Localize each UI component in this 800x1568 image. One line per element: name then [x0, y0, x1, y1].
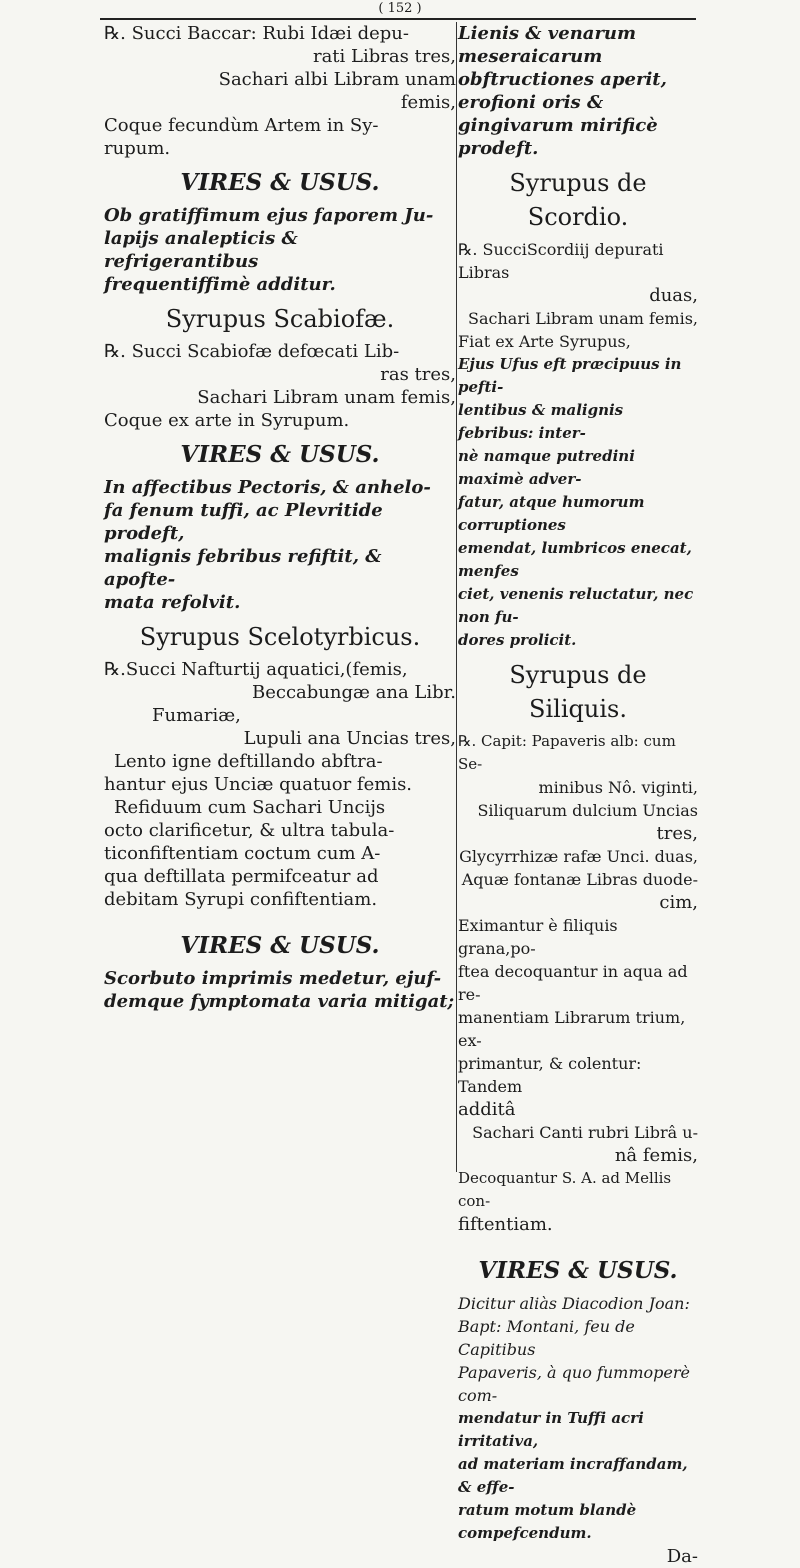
usage-line: Lienis & venarum meseraicarum — [458, 23, 637, 67]
recipe-line: ticonfiftentiam coctum cum A- — [104, 843, 381, 864]
recipe-line: additâ — [458, 1099, 516, 1120]
header-rule — [100, 18, 696, 20]
section-heading-syrup: Syrupus Scelotyrbicus. — [139, 623, 421, 651]
usage-line: In affectibus Pectoris, & anhelo- — [104, 477, 431, 498]
recipe-line: ℞. Succi Scabiofæ defœcati Lib- — [104, 341, 400, 362]
usage-line: nè namque putredini maximè adver- — [458, 447, 635, 488]
recipe-line: ras tres, — [380, 364, 456, 385]
usage-line: demque fymptomata varia mitigat; — [104, 991, 455, 1012]
section-heading-vires: VIRES & USUS. — [180, 169, 380, 196]
recipe-line: Sachari Canti rubri Librâ u- — [472, 1123, 698, 1142]
recipe-line: femis, — [400, 92, 456, 113]
usage-line: gingivarum mirificè prodeft. — [458, 115, 658, 159]
recipe-line: debitam Syrupi confiftentiam. — [104, 889, 378, 910]
recipe-line: Coque ex arte in Syrupum. — [104, 410, 350, 431]
recipe-line: Sachari albi Libram unam — [218, 69, 456, 90]
recipe-line: Sachari Libram unam femis, — [197, 387, 456, 408]
recipe-line: rupum. — [104, 138, 171, 159]
recipe-line: Lento igne deftillando abftra- — [114, 751, 383, 772]
usage-line: Papaveris, à quo fummoperè com- — [458, 1363, 690, 1405]
usage-line: ratum motum blandè compefcendum. — [458, 1501, 637, 1542]
recipe-line: rati Libras tres, — [312, 46, 456, 67]
recipe-line: hantur ejus Unciæ quatuor femis. — [104, 774, 413, 795]
usage-line: lentibus & malignis febribus: inter- — [458, 401, 624, 442]
recipe-line: Siliquarum dulcium Uncias — [477, 801, 698, 820]
section-heading-syrup: Syrupus de Scordio. — [509, 169, 647, 231]
usage-line: malignis febribus refiftit, & apofte- — [104, 546, 382, 590]
recipe-line: Lupuli ana Uncias tres, — [243, 728, 456, 749]
recipe-line: octo clarificetur, & ultra tabula- — [104, 820, 395, 841]
usage-line: fatur, atque humorum corruptiones — [458, 493, 645, 534]
recipe-line: Fumariæ, — [152, 705, 241, 726]
usage-line: ad materiam incraffandam, & effe- — [458, 1455, 688, 1496]
recipe-line: ℞. Succi Baccar: Rubi Idæi depu- — [104, 23, 409, 44]
recipe-line: Sachari Libram unam femis, — [468, 309, 698, 328]
catchword: Da- — [666, 1546, 698, 1567]
usage-line: Ob gratiffimum ejus faporem Ju- — [104, 205, 434, 226]
section-heading-syrup: Syrupus Scabiofæ. — [165, 305, 395, 333]
recipe-line: Refiduum cum Sachari Uncijs — [114, 797, 386, 818]
recipe-line: manentiam Librarum trium, ex- — [458, 1008, 686, 1050]
recipe-line: Glycyrrhizæ rafæ Unci. duas, — [459, 847, 698, 866]
recipe-line: Fiat ex Arte Syrupus, — [458, 332, 631, 351]
usage-line: Dicitur aliàs Diacodion Joan: — [458, 1294, 690, 1313]
recipe-line: Coque fecundùm Artem in Sy- — [104, 115, 379, 136]
section-heading-vires: VIRES & USUS. — [180, 932, 380, 959]
usage-line: ciet, venenis reluctatur, nec non fu- — [458, 585, 694, 626]
page-number: ( 152 ) — [378, 1, 422, 16]
recipe-line: ℞. SucciScordiij depurati Libras — [458, 240, 664, 282]
recipe-line: Decoquantur S. A. ad Mellis con- — [458, 1169, 672, 1210]
recipe-line: ℞.Succi Nafturtij aquatici,(femis, — [104, 659, 408, 680]
usage-line: emendat, lumbricos enecat, menfes — [458, 539, 692, 580]
usage-line: fa fenum tuffi, ac Plevritide prodeft, — [104, 500, 383, 544]
recipe-line: tres, — [656, 823, 698, 844]
recipe-line: duas, — [649, 285, 698, 306]
recipe-line: nâ femis, — [614, 1145, 698, 1166]
recipe-line: cim, — [659, 892, 698, 913]
usage-line: dores prolicit. — [458, 631, 577, 649]
usage-line: Ejus Ufus eft præcipuus in pefti- — [458, 355, 682, 396]
recipe-line: qua deftillata permifceatur ad — [104, 866, 379, 887]
section-heading-vires: VIRES & USUS. — [478, 1257, 678, 1284]
recipe-line: Beccabungæ ana Libr. — [251, 682, 456, 703]
section-heading-vires: VIRES & USUS. — [180, 441, 380, 468]
right-column — [458, 22, 698, 1568]
usage-line: mata refolvit. — [104, 592, 241, 613]
recipe-line: primantur, & colentur: Tandem — [458, 1054, 642, 1096]
recipe-line: Aquæ fontanæ Libras duode- — [461, 870, 698, 889]
usage-line: mendatur in Tuffi acri irritativa, — [458, 1409, 644, 1450]
page-header — [100, 0, 700, 18]
section-heading-syrup: Syrupus de Siliquis. — [509, 661, 647, 723]
recipe-line: fiftentiam. — [458, 1214, 553, 1235]
left-column — [104, 22, 460, 1013]
usage-line: obftructiones aperit, erofioni oris & — [458, 69, 667, 113]
usage-line: Scorbuto imprimis medetur, ejuf- — [104, 968, 442, 989]
usage-line: Bapt: Montani, feu de Capitibus — [458, 1317, 635, 1359]
usage-line: lapijs analepticis & refrigerantibus — [104, 228, 298, 272]
recipe-line: Eximantur è filiquis grana,po- — [458, 916, 618, 958]
recipe-line: minibus Nô. viginti, — [538, 778, 698, 797]
recipe-line: ℞. Capit: Papaveris alb: cum Se- — [458, 732, 676, 773]
usage-line: frequentiffimè additur. — [104, 274, 336, 295]
recipe-line: ftea decoquantur in aqua ad re- — [458, 962, 688, 1004]
